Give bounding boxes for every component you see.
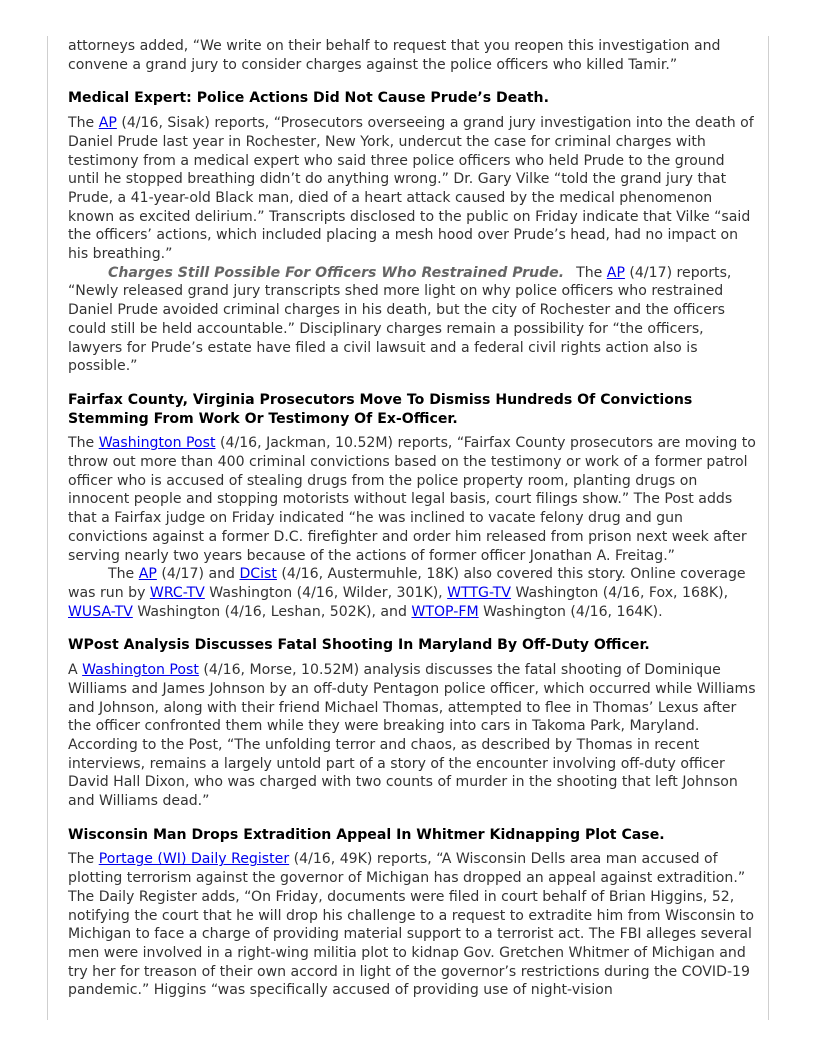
prude-paragraph-1: The AP (4/16, Sisak) reports, “Prosecutors overseeing a grand jury investigation into the death of Daniel Prude last year in Rochester, New York, undercut the case for criminal charges with testimony from a medical expert who said three police officers who held Prude to the ground until he stopped breathing didn’t do anything wrong.” Dr. Gary Vilke “told the grand jury that Prude, a 41-year-old Black man, died of a heart attack caused by the medical phenomenon known as excited delirium.” Transcripts disclosed to the public on Friday indicate that Vilke “said the officers’ actions, which included placing a mesh hood over Prude’s head, had no impact on his breathing.” [68,115,754,263]
wisconsin-portage-daily-register-link[interactable]: Portage (WI) Daily Register [98,851,290,868]
wisconsin-headline: Wisconsin Man Drops Extradition Appeal In Whitmer Kidnapping Plot Case. [68,826,665,843]
prude-subheading: Charges Still Possible For Officers Who Restrained Prude. [108,264,565,281]
prude-headline: Medical Expert: Police Actions Did Not Cause Prude’s Death. [68,90,549,107]
fairfax-paragraph-1: The Washington Post (4/16, Jackman, 10.52M) reports, “Fairfax County prosecutors are moving to throw out more than 400 criminal convictions based on the testimony or work of a former patrol officer who is accused of stealing drugs from the police property room, planting drugs on innocent people and stopping motorists without legal basis, court filings show.” The Post adds that a Fairfax judge on Friday indicated “he was inclined to vacate felony drug and gun convictions against a former D.C. firefighter and order him released from prison next week after serving nearly two years because of the actions of former officer Jonathan A. Freitag.” [68,435,756,564]
wisconsin-paragraph-1: The Portage (WI) Daily Register (4/16, 49K) reports, “A Wisconsin Dells area man accused of plotting terrorism against the governor of Michigan has dropped an appeal against extradition.” The Daily Register adds, “On Friday, documents were filed in court behalf of Brian Higgins, 52, notifying the court that he will drop his challenge to a request to extradite him from Wisconsin to Michigan to face a charge of providing material support to a terrorist act. The FBI alleges several men were involved in a right-wing militia plot to kidnap Gov. Gretchen Whitmer of Michigan and try her for treason of their own accord in light of the governor’s restrictions during the COVID-19 pandemic.” Higgins “was specifically accused of providing use of night-vision [68,851,755,999]
prude-ap-link-2[interactable]: AP [606,264,625,281]
wpost-washington-post-link[interactable]: Washington Post [82,662,199,679]
wpost-paragraph-1: A Washington Post (4/16, Morse, 10.52M) analysis discusses the fatal shooting of Dominique Williams and James Johnson by an off-duty Pentagon police officer, which occurred while Williams and Johnson, along with their friend Michael Thomas, attempted to flee in Thomas’ Lexus after the officer confronted them while they were breaking into cars in Takoma Park, Maryland. According to the Post, “The unfolding terror and chaos, as described by Thomas in recent interviews, remains a largely untold part of a story of the encounter involving off-duty officer David Hall Dixon, who was charged with two counts of murder in the shooting that left Johnson and Williams dead.” [68,662,756,810]
fairfax-paragraph-2: The AP (4/17) and DCist (4/16, Austermuhle, 18K) also covered this story. Online coverage was run by WRC-TV Washington (4/16, Wilder, 301K), WTTG-TV Washington (4/16, Fox, 168K), WUSA-TV Washington (4/16, Leshan, 502K), and WTOP-FM Washington (4/16, 164K). [68,566,746,620]
page-border-right [768,36,769,1020]
document-body [68,37,758,1000]
fairfax-wttg-tv-link[interactable]: WTTG-TV [447,584,512,601]
fairfax-wrc-tv-link[interactable]: WRC-TV [149,584,205,601]
intro-paragraph: attorneys added, “We write on their behalf to request that you reopen this investigation and convene a grand jury to consider charges against the police officers who killed Tamir.” [68,38,721,73]
fairfax-wusa-tv-link[interactable]: WUSA-TV [68,603,133,620]
fairfax-headline: Fairfax County, Virginia Prosecutors Move To Dismiss Hundreds Of Convictions Stemming From Work Or Testimony Of Ex-Officer. [68,391,693,427]
fairfax-ap-link[interactable]: AP [138,566,157,583]
fairfax-washington-post-link[interactable]: Washington Post [98,435,216,452]
page-border-left [47,36,48,1020]
fairfax-wtop-fm-link[interactable]: WTOP-FM [411,603,479,620]
prude-paragraph-2: Charges Still Possible For Officers Who Restrained Prude. The AP (4/17) reports, “Newly released grand jury transcripts shed more light on why police officers who restrained Daniel Prude avoided criminal charges in his death, but the city of Rochester and the officers could still be held accountable.” Disciplinary charges remain a possibility for “the officers, lawyers for Prude’s estate have filed a civil lawsuit and a federal civil rights action also is possible.” [68,264,732,375]
fairfax-dcist-link[interactable]: DCist [239,566,277,583]
prude-ap-link[interactable]: AP [98,115,117,132]
wpost-headline: WPost Analysis Discusses Fatal Shooting In Maryland By Off-Duty Officer. [68,637,650,654]
